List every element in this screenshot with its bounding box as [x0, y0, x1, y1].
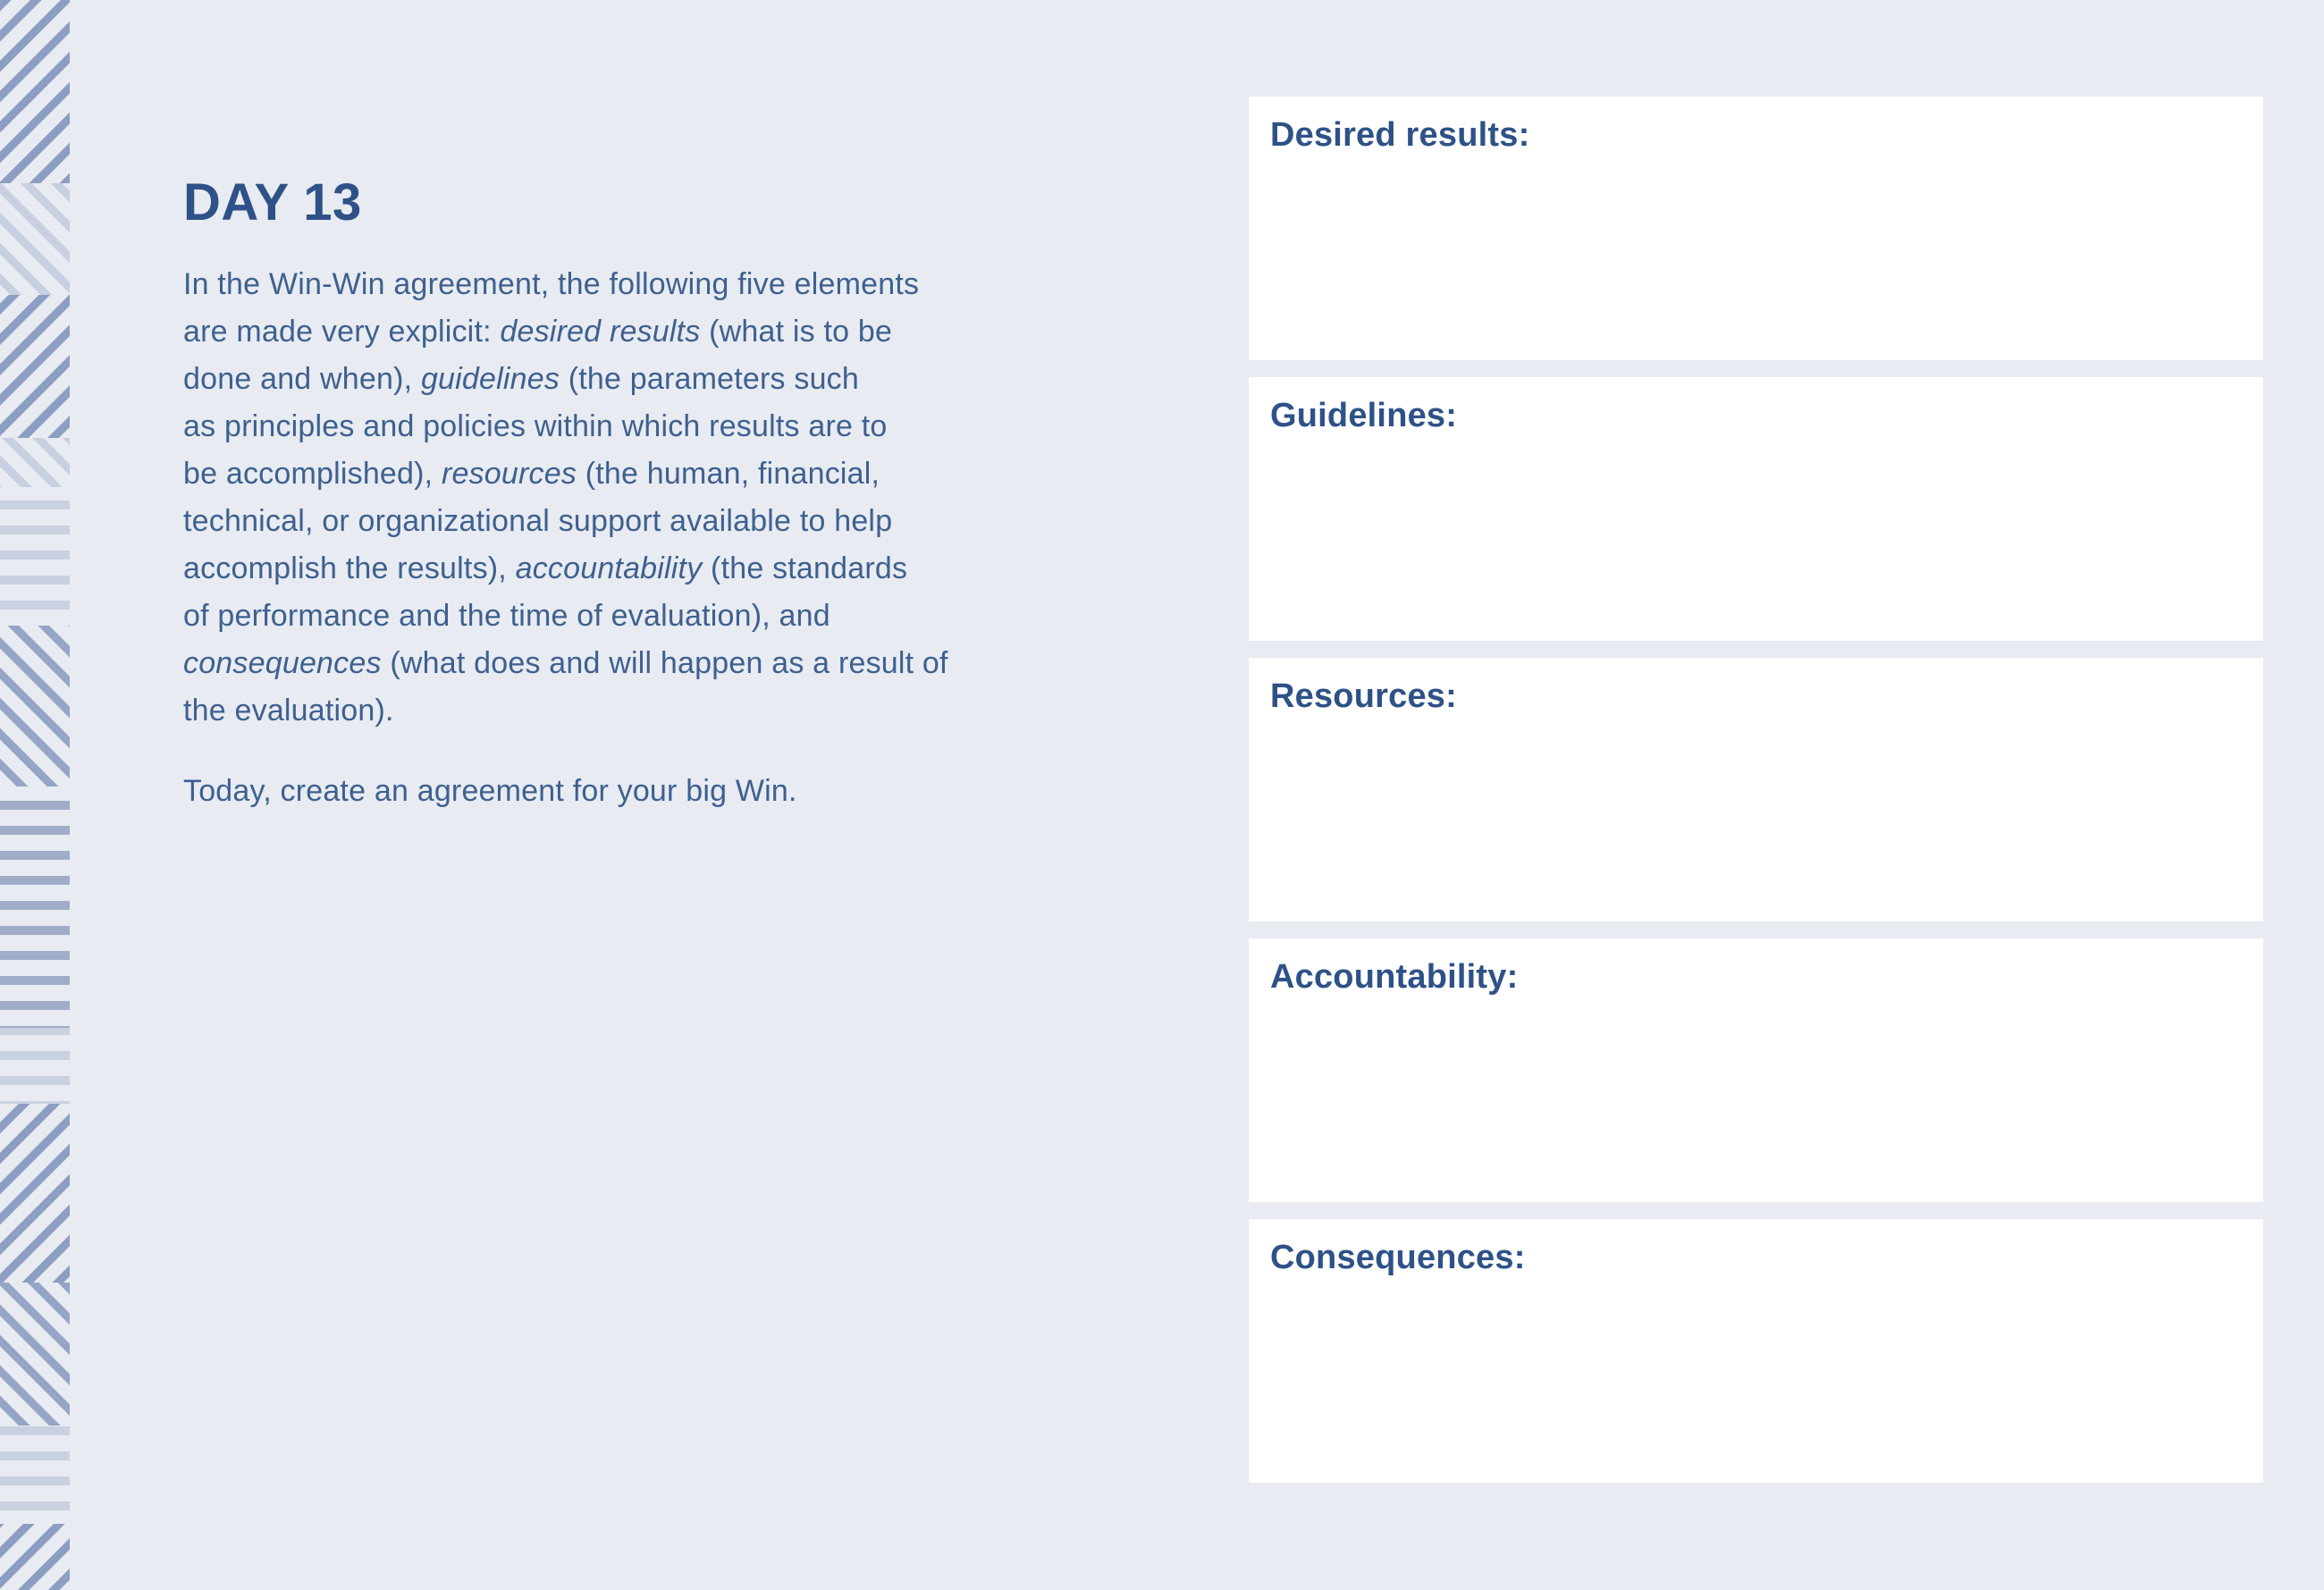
- diagonal-stripes-pattern: [0, 0, 70, 1590]
- text-run: be accomplished),: [183, 457, 442, 491]
- emphasized-term: resources: [441, 457, 577, 491]
- text-run: (the standards: [702, 551, 908, 585]
- intro-paragraph: [183, 261, 1059, 735]
- text-run: the evaluation).: [183, 694, 394, 728]
- left-text-column: [183, 175, 1059, 848]
- text-run: In the Win-Win agreement, the following five elements: [183, 267, 920, 301]
- worksheet-box-accountability[interactable]: [1249, 938, 2263, 1202]
- box-label: Accountability:: [1270, 958, 1519, 996]
- box-label: Consequences:: [1270, 1239, 1526, 1276]
- day-heading: DAY 13: [183, 173, 362, 231]
- emphasized-term: accountability: [515, 551, 703, 585]
- text-run: of performance and the time of evaluation), and: [183, 599, 830, 633]
- text-run: (the human, financial,: [577, 457, 880, 491]
- box-label: Resources:: [1270, 677, 1457, 715]
- worksheet-box-guidelines[interactable]: [1249, 377, 2263, 641]
- box-label: Desired results:: [1270, 116, 1530, 154]
- emphasized-term: consequences: [183, 646, 382, 680]
- worksheet-box-desired-results[interactable]: [1249, 97, 2263, 360]
- worksheet-box-consequences[interactable]: [1249, 1219, 2263, 1483]
- box-label: Guidelines:: [1270, 397, 1458, 434]
- emphasized-term: desired results: [500, 315, 701, 349]
- text-run: as principles and policies within which results are to: [183, 409, 888, 443]
- text-run: (the parameters such: [560, 362, 859, 396]
- text-run: (what is to be: [700, 315, 893, 349]
- prompt-paragraph: Today, create an agreement for your big Win.: [183, 774, 797, 808]
- text-run: technical, or organizational support available to help: [183, 504, 893, 538]
- worksheet-box-resources[interactable]: [1249, 658, 2263, 921]
- text-run: are made very explicit:: [183, 315, 501, 349]
- text-run: done and when),: [183, 362, 421, 396]
- text-run: accomplish the results),: [183, 551, 516, 585]
- text-run: (what does and will happen as a result of: [381, 646, 948, 680]
- worksheet: [1249, 97, 2263, 1500]
- emphasized-term: guidelines: [420, 362, 560, 396]
